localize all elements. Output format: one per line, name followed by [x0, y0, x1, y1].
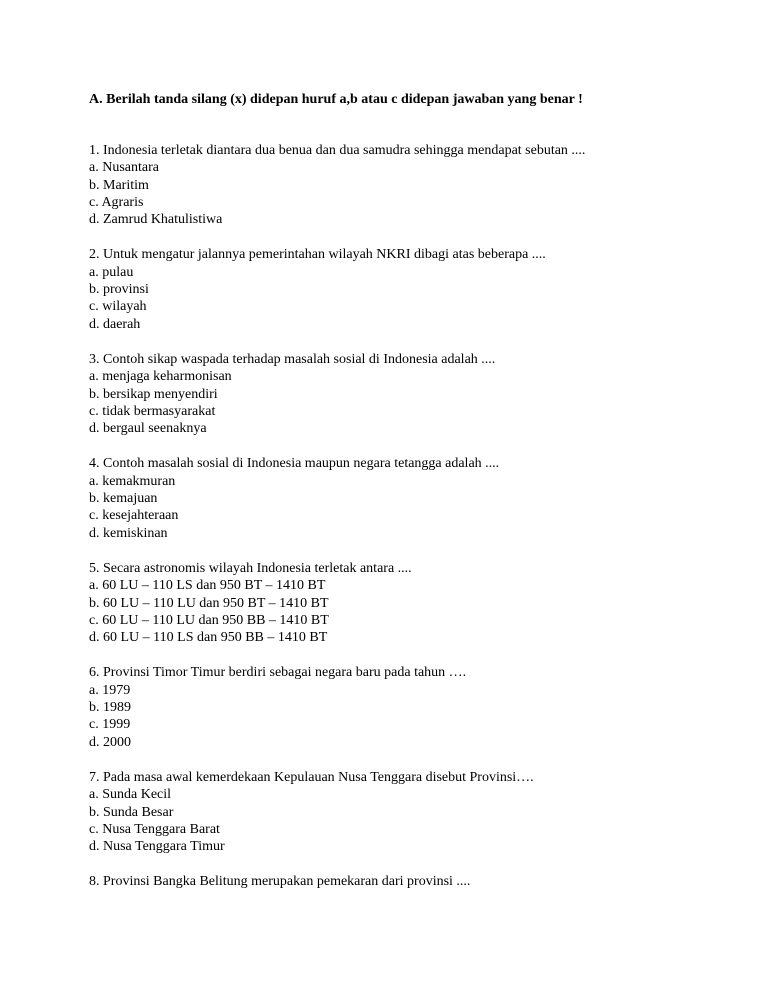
question-2 — [89, 246, 729, 332]
option-d: d. 60 LU – 110 LS dan 950 BB – 1410 BT — [89, 630, 328, 646]
option-c: c. tidak bermasyarakat — [89, 403, 216, 419]
question-text: 4. Contoh masalah sosial di Indonesia maupun negara tetangga adalah .... — [89, 456, 500, 472]
option-c: c. Agraris — [89, 194, 144, 210]
option-c: c. kesejahteraan — [89, 508, 179, 524]
option-d: d. 2000 — [89, 734, 131, 750]
option-a: a. menjaga keharmonisan — [89, 369, 232, 385]
option-c: c. 60 LU – 110 LU dan 950 BB – 1410 BT — [89, 612, 329, 628]
instruction-heading: A. Berilah tanda silang (x) didepan huruf a,b atau c didepan jawaban yang benar ! — [89, 92, 583, 107]
option-a: a. Nusantara — [89, 160, 159, 176]
question-text: 5. Secara astronomis wilayah Indonesia terletak antara .... — [89, 560, 412, 576]
option-d: d. Nusa Tenggara Timur — [89, 839, 225, 855]
option-b: b. Maritim — [89, 177, 149, 193]
question-text: 7. Pada masa awal kemerdekaan Kepulauan Nusa Tenggara disebut Provinsi…. — [89, 769, 534, 785]
question-text: 3. Contoh sikap waspada terhadap masalah sosial di Indonesia adalah .... — [89, 351, 496, 367]
option-a: a. 60 LU – 110 LS dan 950 BT – 1410 BT — [89, 578, 326, 594]
option-c: c. Nusa Tenggara Barat — [89, 821, 220, 837]
worksheet-page — [89, 90, 729, 909]
option-a: a. Sunda Kecil — [89, 787, 172, 803]
question-text: 2. Untuk mengatur jalannya pemerintahan wilayah NKRI dibagi atas beberapa .... — [89, 247, 546, 263]
question-text: 6. Provinsi Timor Timur berdiri sebagai negara baru pada tahun …. — [89, 665, 467, 681]
question-5 — [89, 560, 729, 646]
option-b: b. 60 LU – 110 LU dan 950 BT – 1410 BT — [89, 595, 329, 611]
question-3 — [89, 351, 729, 437]
option-b: b. Sunda Besar — [89, 804, 174, 820]
question-7 — [89, 769, 729, 855]
question-text: 8. Provinsi Bangka Belitung merupakan pemekaran dari provinsi .... — [89, 874, 471, 890]
option-b: b. 1989 — [89, 700, 131, 716]
option-b: b. provinsi — [89, 282, 149, 298]
option-d: d. bergaul seenaknya — [89, 421, 207, 437]
question-list — [89, 142, 729, 891]
option-a: a. 1979 — [89, 682, 131, 698]
option-c: c. wilayah — [89, 299, 147, 315]
option-a: a. kemakmuran — [89, 473, 176, 489]
option-a: a. pulau — [89, 264, 134, 280]
question-6 — [89, 664, 729, 750]
question-8 — [89, 873, 729, 890]
question-text: 1. Indonesia terletak diantara dua benua dan dua samudra sehingga mendapat sebutan .... — [89, 143, 586, 158]
option-b: b. bersikap menyendiri — [89, 386, 218, 402]
option-c: c. 1999 — [89, 717, 131, 733]
question-1 — [89, 142, 729, 228]
option-b: b. kemajuan — [89, 491, 158, 507]
option-d: d. daerah — [89, 316, 141, 332]
option-d: d. kemiskinan — [89, 525, 168, 541]
question-4 — [89, 455, 729, 541]
option-d: d. Zamrud Khatulistiwa — [89, 212, 223, 228]
